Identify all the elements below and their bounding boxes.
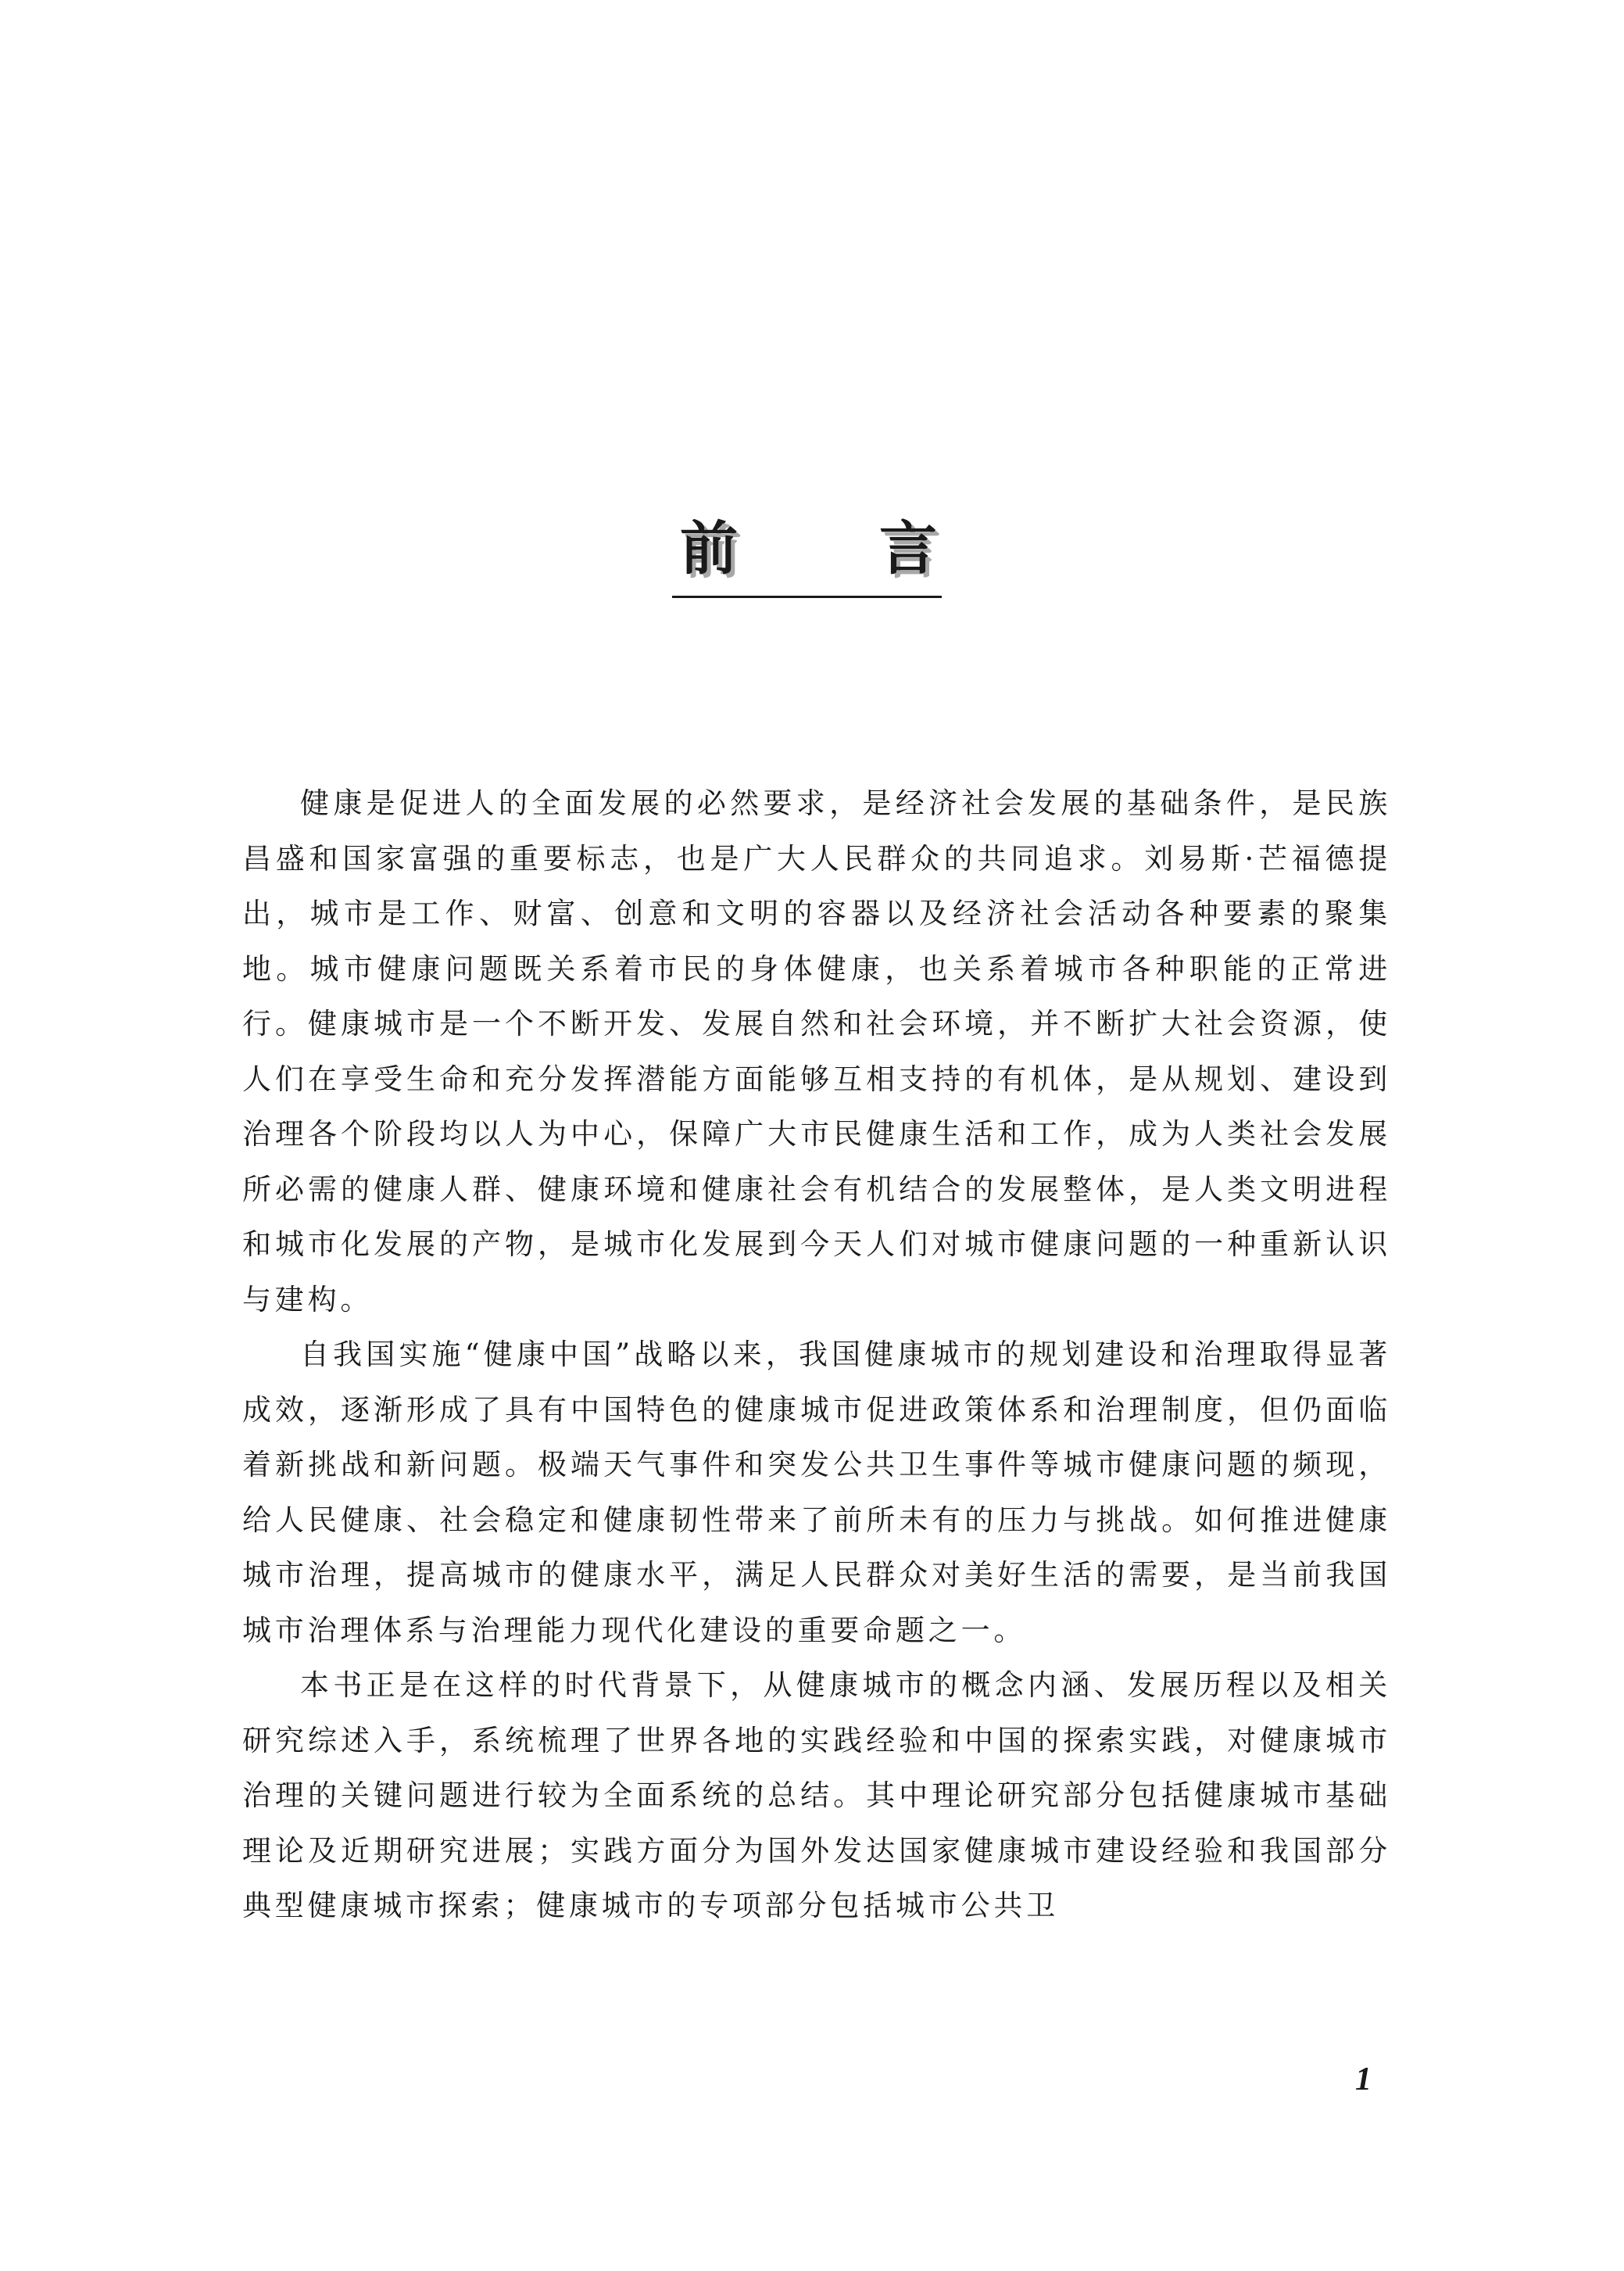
heading-underline bbox=[672, 596, 942, 598]
preface-heading bbox=[672, 508, 942, 600]
heading-char-1: 前 bbox=[680, 515, 738, 582]
heading-char-2: 言 bbox=[879, 515, 937, 582]
preface-body bbox=[242, 776, 1391, 1934]
paragraph-2: 自我国实施“健康中国”战略以来，我国健康城市的规划建设和治理取得显著成效，逐渐形成了具有中国特色的健康城市促进政策体系和治理制度，但仍面临着新挑战和新问题。极端天气事件和突发公共卫生事件等城市健康问题的频现，给人民健康、社会稳定和健康韧性带来了前所未有的压力与挑战。如何推进健康城市治理，提高城市的健康水平，满足人民群众对美好生活的需要，是当前我国城市治理体系与治理能力现代化建设的重要命题之一。 bbox=[242, 1338, 1391, 1647]
paragraph-1: 健康是促进人的全面发展的必然要求，是经济社会发展的基础条件，是民族昌盛和国家富强的重要标志，也是广大人民群众的共同追求。刘易斯·芒福德提出，城市是工作、财富、创意和文明的容器以及经济社会活动各种要素的聚集地。城市健康问题既关系着市民的身体健康，也关系着城市各种职能的正常进行。健康城市是一个不断开发、发展自然和社会环境，并不断扩大社会资源，使人们在享受生命和充分发挥潜能方面能够互相支持的有机体，是从规划、建设到治理各个阶段均以人为中心，保障广大市民健康生活和工作，成为人类社会发展所必需的健康人群、健康环境和健康社会有机结合的发展整体，是人类文明进程和城市化发展的产物，是城市化发展到今天人们对城市健康问题的一种重新认识与建构。 bbox=[242, 786, 1391, 1316]
page-number: 1 bbox=[1355, 2061, 1372, 2097]
paragraph-3: 本书正是在这样的时代背景下，从健康城市的概念内涵、发展历程以及相关研究综述入手，系统梳理了世界各地的实践经验和中国的探索实践，对健康城市治理的关键问题进行较为全面系统的总结。其中理论研究部分包括健康城市基础理论及近期研究进展；实践方面分为国外发达国家健康城市建设经验和我国部分典型健康城市探索；健康城市的专项部分包括城市公共卫 bbox=[242, 1668, 1391, 1922]
